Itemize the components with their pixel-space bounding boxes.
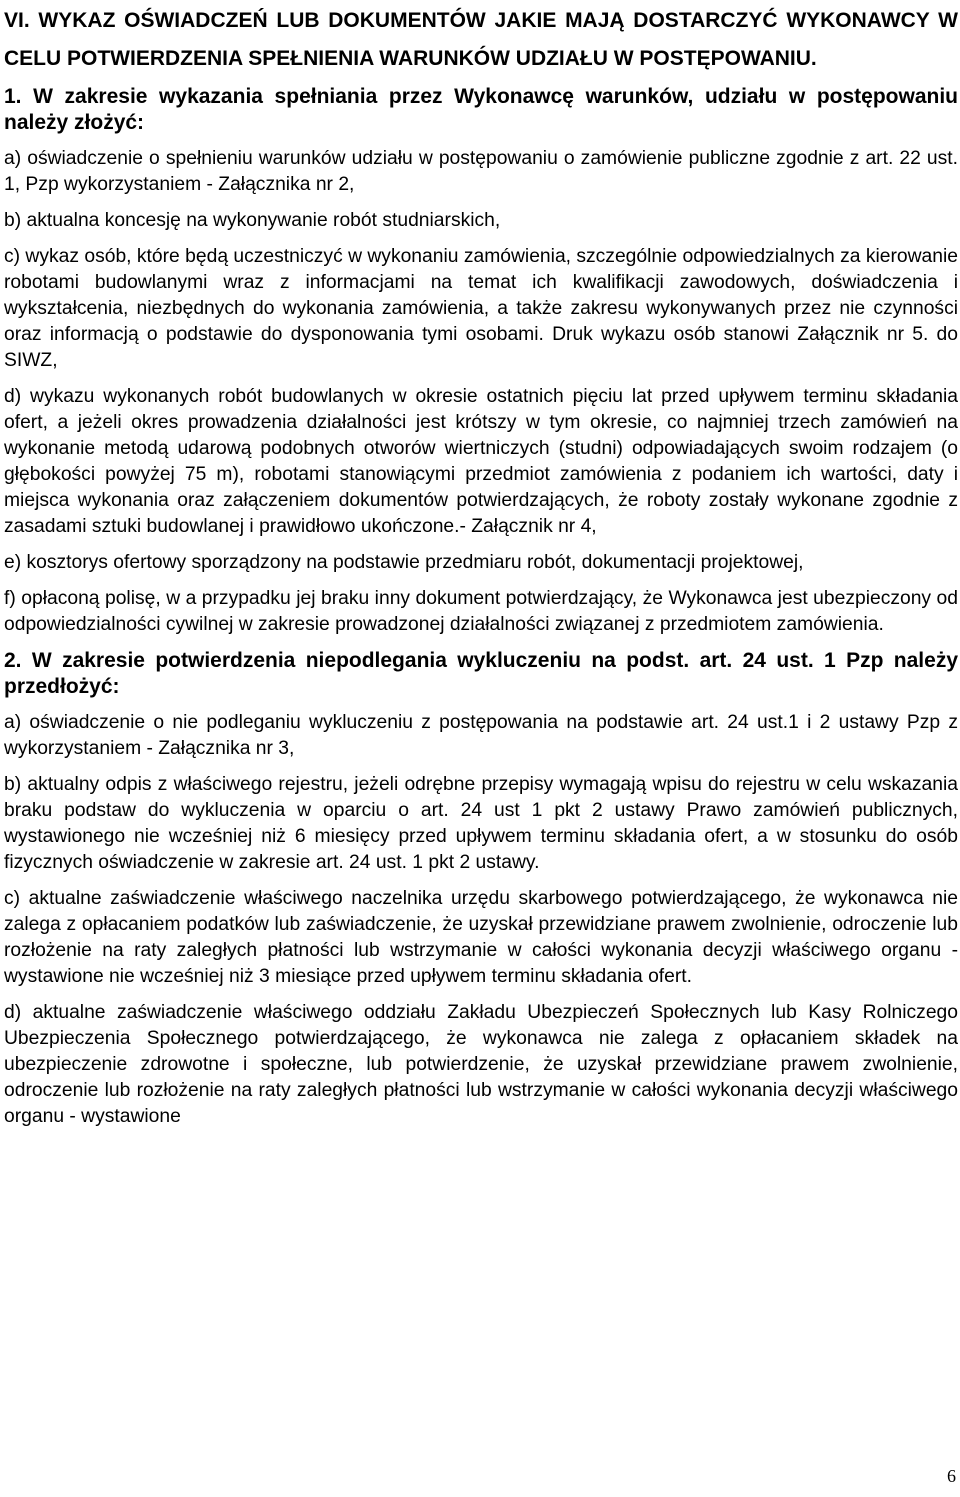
page-number: 6 xyxy=(947,1466,956,1486)
subsection-2-title: 2. W zakresie potwierdzenia niepodlegania wykluczeniu na podst. art. 24 ust. 1 Pzp należy przedłożyć: xyxy=(4,649,958,698)
paragraph-2c: c) aktualne zaświadczenie właściwego naczelnika urzędu skarbowego potwierdzającego, że wykonawca nie zalega z opłacaniem podatków lub zaświadczenie, że uzyskał przewidziane prawem zwolnienie, odroczenie lub rozłożenie na raty zaległych płatności lub wstrzymanie w całości wykonania decyzji właściwego organu - wystawione nie wcześniej niż 3 miesiące przed upływem terminu składania ofert. xyxy=(4,888,958,987)
paragraph-1d: d) wykazu wykonanych robót budowlanych w okresie ostatnich pięciu lat przed upływem terminu składania ofert, a jeżeli okres prowadzenia działalności jest krótszy w tym okresie, co najmniej trzech zamówień na wykonanie metodą udarową podobnych otworów wiertniczych (studni) odpowiadających swoim rodzajem (o głębokości powyżej 75 m), robotami stanowiącymi przedmiot zamówienia z podaniem ich wartości, daty i miejsca wykonania oraz załączeniem dokumentów potwierdzających, że roboty zostały wykonane zgodnie z zasadami sztuki budowlanej i prawidłowo ukończone.- Załącznik nr 4, xyxy=(4,386,958,537)
paragraph-2b: b) aktualny odpis z właściwego rejestru, jeżeli odrębne przepisy wymagają wpisu do rejestru w celu wskazania braku podstaw do wykluczenia w oparciu o art. 24 ust 1 pkt 2 ustawy Prawo zamówień publicznych, wystawionego nie wcześniej niż 6 miesięcy przed upływem terminu składania ofert, a w stosunku do osób fizycznych oświadczenie w zakresie art. 24 ust. 1 pkt 2 ustawy. xyxy=(4,774,958,873)
paragraph-1f: f) opłaconą polisę, w a przypadku jej braku inny dokument potwierdzający, że Wykonawca jest ubezpieczony od odpowiedzialności cywilnej w zakresie prowadzonej działalności związanej z przedmiotem zamówienia. xyxy=(4,588,958,635)
paragraph-1e: e) kosztorys ofertowy sporządzony na podstawie przedmiaru robót, dokumentacji projektowej, xyxy=(4,552,804,573)
paragraph-1a: a) oświadczenie o spełnieniu warunków udziału w postępowaniu o zamówienie publiczne zgodnie z art. 22 ust. 1, Pzp wykorzystaniem - Załącznika nr 2, xyxy=(4,148,958,195)
paragraph-2d: d) aktualne zaświadczenie właściwego oddziału Zakładu Ubezpieczeń Społecznych lub Kasy Rolniczego Ubezpieczenia Społecznego potwierdzającego, że wykonawca nie zalega z opłacaniem składek na ubezpieczenie zdrowotne i społeczne, lub potwierdzenie, że uzyskał przewidziane prawem zwolnienie, odroczenie lub rozłożenie na raty zaległych płatności lub wstrzymanie w całości wykonania decyzji właściwego organu - wystawione xyxy=(4,1002,958,1127)
paragraph-1b: b) aktualna koncesję na wykonywanie robót studniarskich, xyxy=(4,210,501,231)
section-title: VI. WYKAZ OŚWIADCZEŃ LUB DOKUMENTÓW JAKIE MAJĄ DOSTARCZYĆ WYKONAWCY W CELU POTWIERDZENIA SPEŁNIENIA WARUNKÓW UDZIAŁU W POSTĘPOWANIU. xyxy=(4,9,958,70)
paragraph-1c: c) wykaz osób, które będą uczestniczyć w wykonaniu zamówienia, szczególnie odpowiedzialnych za kierowanie robotami budowlanymi wraz z informacjami na temat ich kwalifikacji zawodowych, doświadczenia i wykształcenia, niezbędnych do wykonania zamówienia, a także zakresu wykonywanych przez nie czynności oraz informacją o podstawie do dysponowania tymi osobami. Druk wykazu osób stanowi Załącznik nr 5. do SIWZ, xyxy=(4,246,958,371)
subsection-1-title: 1. W zakresie wykazania spełniania przez Wykonawcę warunków, udziału w postępowaniu należy złożyć: xyxy=(4,85,958,134)
paragraph-2a: a) oświadczenie o nie podleganiu wykluczeniu z postępowania na podstawie art. 24 ust.1 i 2 ustawy Pzp z wykorzystaniem - Załącznika nr 3, xyxy=(4,712,958,759)
document-page xyxy=(4,0,958,1130)
